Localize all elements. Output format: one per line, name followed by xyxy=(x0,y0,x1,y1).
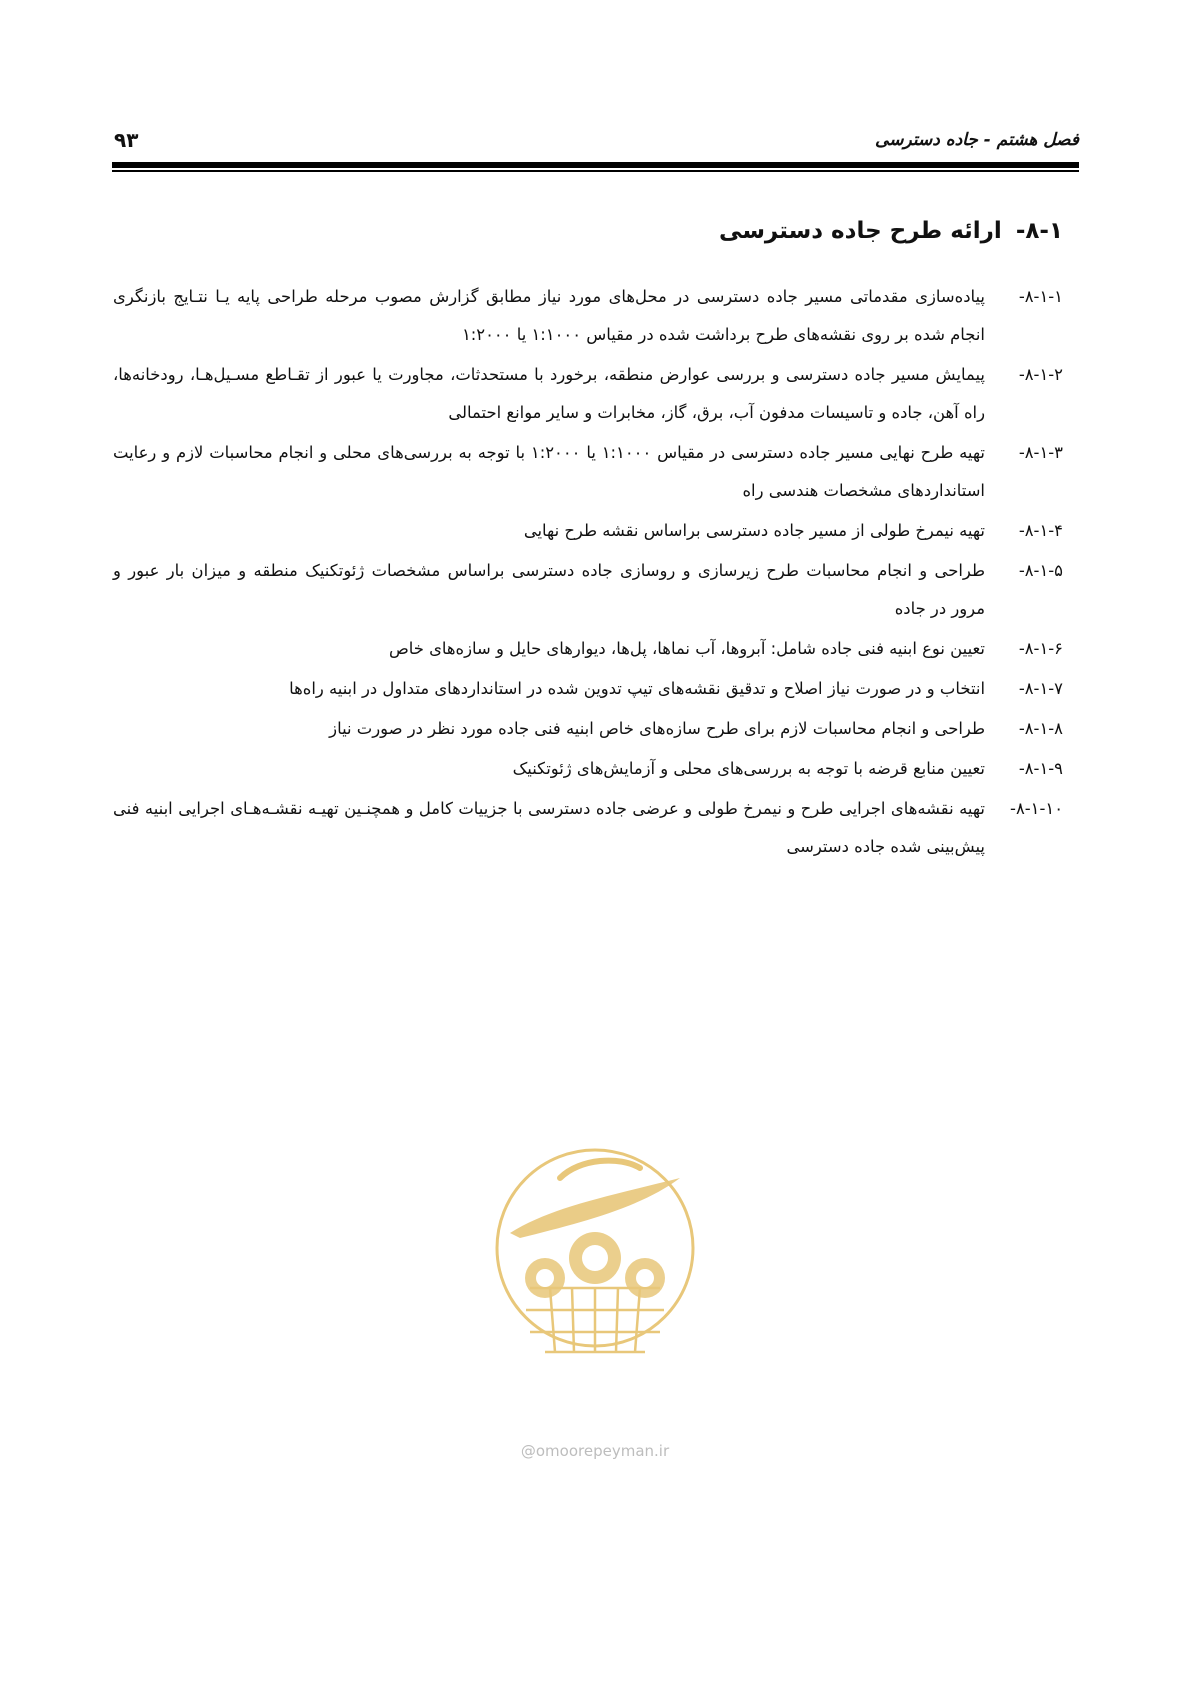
item-number: ۸-۱-۸- xyxy=(1018,719,1063,738)
watermark-logo-icon xyxy=(490,1138,700,1378)
list-item xyxy=(113,790,1063,866)
list-item xyxy=(113,552,1063,628)
list-item xyxy=(113,512,1063,550)
item-text: طراحی و انجام محاسبات لازم برای طرح سازه‌های خاص ابنیه فنی جاده مورد نظر در صورت نیاز xyxy=(329,719,985,738)
watermark-url-text: omoorepeyman.ir xyxy=(535,1442,670,1460)
header-rule-thin xyxy=(112,170,1079,172)
item-text: پیمایش مسیر جاده دسترسی و بررسی عوارض منطقه، برخورد با مستحدثات، مجاورت یا عبور از تقـاطع مسـیل‌هـا، رودخانه‌ها، راه آهن، جاده و تاسیسات مدفون آب، برق، گاز، مخابرات و سایر موانع احتمالی xyxy=(113,365,985,422)
list-item xyxy=(113,750,1063,788)
at-icon: @ xyxy=(520,1442,536,1460)
watermark-url xyxy=(480,1442,710,1460)
item-number: ۸-۱-۴- xyxy=(1018,521,1063,540)
item-text: تعیین نوع ابنیه فنی جاده شامل: آبروها، آب نماها، پل‌ها، دیوارهای حایل و سازه‌های خاص xyxy=(388,639,985,658)
list-item xyxy=(113,434,1063,510)
chapter-title: فصل هشتم - جاده دسترسی xyxy=(875,130,1079,150)
item-list xyxy=(113,278,1063,868)
list-item xyxy=(113,278,1063,354)
list-item xyxy=(113,356,1063,432)
item-text: انتخاب و در صورت نیاز اصلاح و تدقیق نقشه‌های تیپ تدوین شده در استانداردهای متداول در ابنیه راه‌ها xyxy=(289,679,985,698)
item-number: ۸-۱-۷- xyxy=(1018,679,1063,698)
list-item xyxy=(113,710,1063,748)
list-item xyxy=(113,630,1063,668)
item-number: ۸-۱-۶- xyxy=(1018,639,1063,658)
section-heading xyxy=(719,218,1063,244)
item-number: ۸-۱-۳- xyxy=(1018,443,1063,462)
section-number: ۸-۱- xyxy=(1015,218,1063,244)
item-text: تعیین منابع قرضه با توجه به بررسی‌های محلی و آزمایش‌های ژئوتکنیک xyxy=(512,759,985,778)
item-number: ۸-۱-۱۰- xyxy=(1010,799,1063,818)
page-number: ۹۳ xyxy=(114,128,139,152)
item-number: ۸-۱-۹- xyxy=(1018,759,1063,778)
item-number: ۸-۱-۲- xyxy=(1018,365,1063,384)
item-number: ۸-۱-۵- xyxy=(1018,561,1063,580)
item-text: تهیه نقشه‌های اجرایی طرح و نیمرخ طولی و عرضی جاده دسترسی با جزییات کامل و همچنـین تهیـه نقشـه‌هـای اجرایی ابنیه فنی پیش‌بینی شده جاده دسترسی xyxy=(113,799,985,856)
section-title: ارائه طرح جاده دسترسی xyxy=(719,218,1002,244)
item-number: ۸-۱-۱- xyxy=(1018,287,1063,306)
list-item xyxy=(113,670,1063,708)
page-header xyxy=(112,128,1079,160)
item-text: تهیه نیمرخ طولی از مسیر جاده دسترسی براساس نقشه طرح نهایی xyxy=(523,521,985,540)
item-text: طراحی و انجام محاسبات طرح زیرسازی و روسازی جاده دسترسی براساس مشخصات ژئوتکنیک منطقه و میزان بار عبور و مرور در جاده xyxy=(113,561,985,618)
item-text: تهیه طرح نهایی مسیر جاده دسترسی در مقیاس ۱:۱۰۰۰ یا ۱:۲۰۰۰ با توجه به بررسی‌های محلی و انجام محاسبات لازم و رعایت استانداردهای مشخصات هندسی راه xyxy=(113,443,985,500)
header-rule-thick xyxy=(112,162,1079,168)
item-text: پیاده‌سازی مقدماتی مسیر جاده دسترسی در محل‌های مورد نیاز مطابق گزارش مصوب مرحله طراحی پایه یـا نتـایج بازنگری انجام شده بر روی نقشه‌های طرح برداشت شده در مقیاس ۱:۱۰۰۰ یا ۱:۲۰۰۰ xyxy=(113,287,985,344)
